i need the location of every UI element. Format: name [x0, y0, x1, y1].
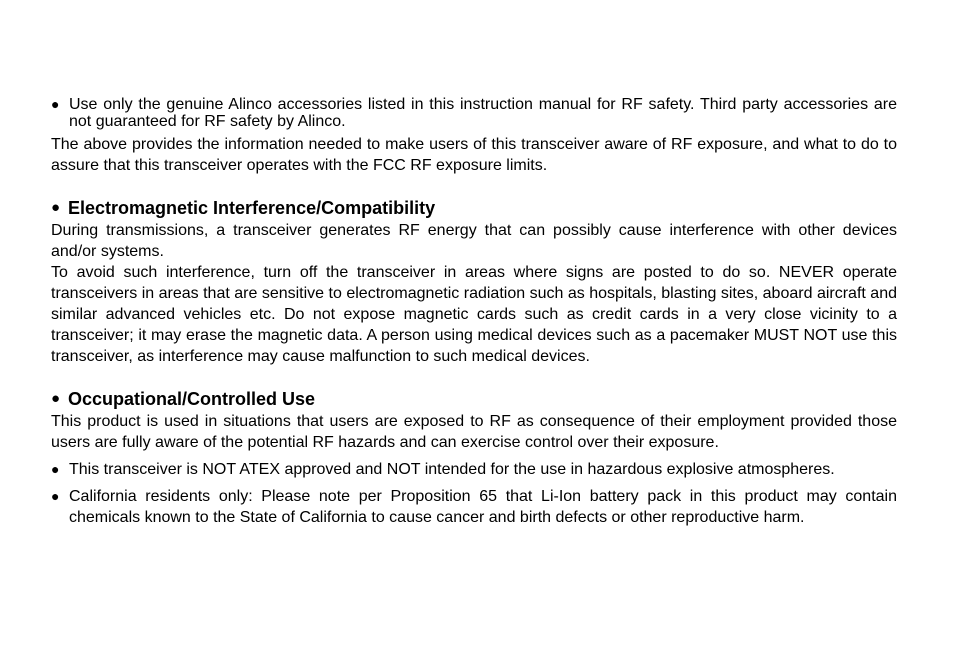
bullet-icon: ● — [51, 390, 61, 407]
occupational-paragraph: This product is used in situations that users are exposed to RF as consequence of their employment provided those users are fully aware of the potential RF hazards and can exercise control over their exposure. — [51, 413, 897, 451]
emi-heading-text: Electromagnetic Interference/Compatibility — [68, 198, 436, 218]
atex-note — [51, 459, 897, 480]
occupational-heading-text: Occupational/Controlled Use — [68, 389, 316, 409]
rf-exposure-summary: The above provides the information needed to make users of this transceiver aware of RF exposure, and what to do to assure that this transceiver operates with the FCC RF exposure limits. — [51, 136, 897, 174]
emi-paragraph-2: To avoid such interference, turn off the transceiver in areas where signs are posted to do so. NEVER operate transceivers in areas that are sensitive to electromagnetic radiation such as hospitals, blasting sites, aboard aircraft and similar advanced vehicles etc. Do not expose magnetic cards such as credit cards in a very close vicinity to a transceiver; it may erase the magnetic data. A person using medical devices such as a pacemaker MUST NOT use this transceiver, as interference may cause malfunction to such medical devices. — [51, 264, 897, 365]
prop65-note-text: California residents only: Please note per Proposition 65 that Li-Ion battery pack in this product may contain chemicals known to the State of California to cause cancer and birth defects or other reproductive harm. — [69, 488, 897, 526]
atex-note-text: This transceiver is NOT ATEX approved and NOT intended for the use in hazardous explosive atmospheres. — [69, 461, 835, 478]
manual-text-body — [51, 96, 897, 528]
accessory-safety-text: Use only the genuine Alinco accessories listed in this instruction manual for RF safety. Third party accessories are not guaranteed for RF safety by Alinco. — [69, 96, 897, 130]
occupational-section-heading — [51, 387, 897, 411]
bullet-icon: ● — [51, 199, 61, 216]
bullet-icon: ● — [51, 461, 60, 477]
prop65-note — [51, 486, 897, 528]
bullet-icon: ● — [51, 96, 60, 112]
bullet-icon: ● — [51, 488, 60, 504]
emi-paragraph-1: During transmissions, a transceiver generates RF energy that can possibly cause interference with other devices and/or systems. — [51, 222, 897, 260]
emi-section-heading — [51, 196, 897, 220]
accessory-safety-note — [51, 96, 897, 130]
